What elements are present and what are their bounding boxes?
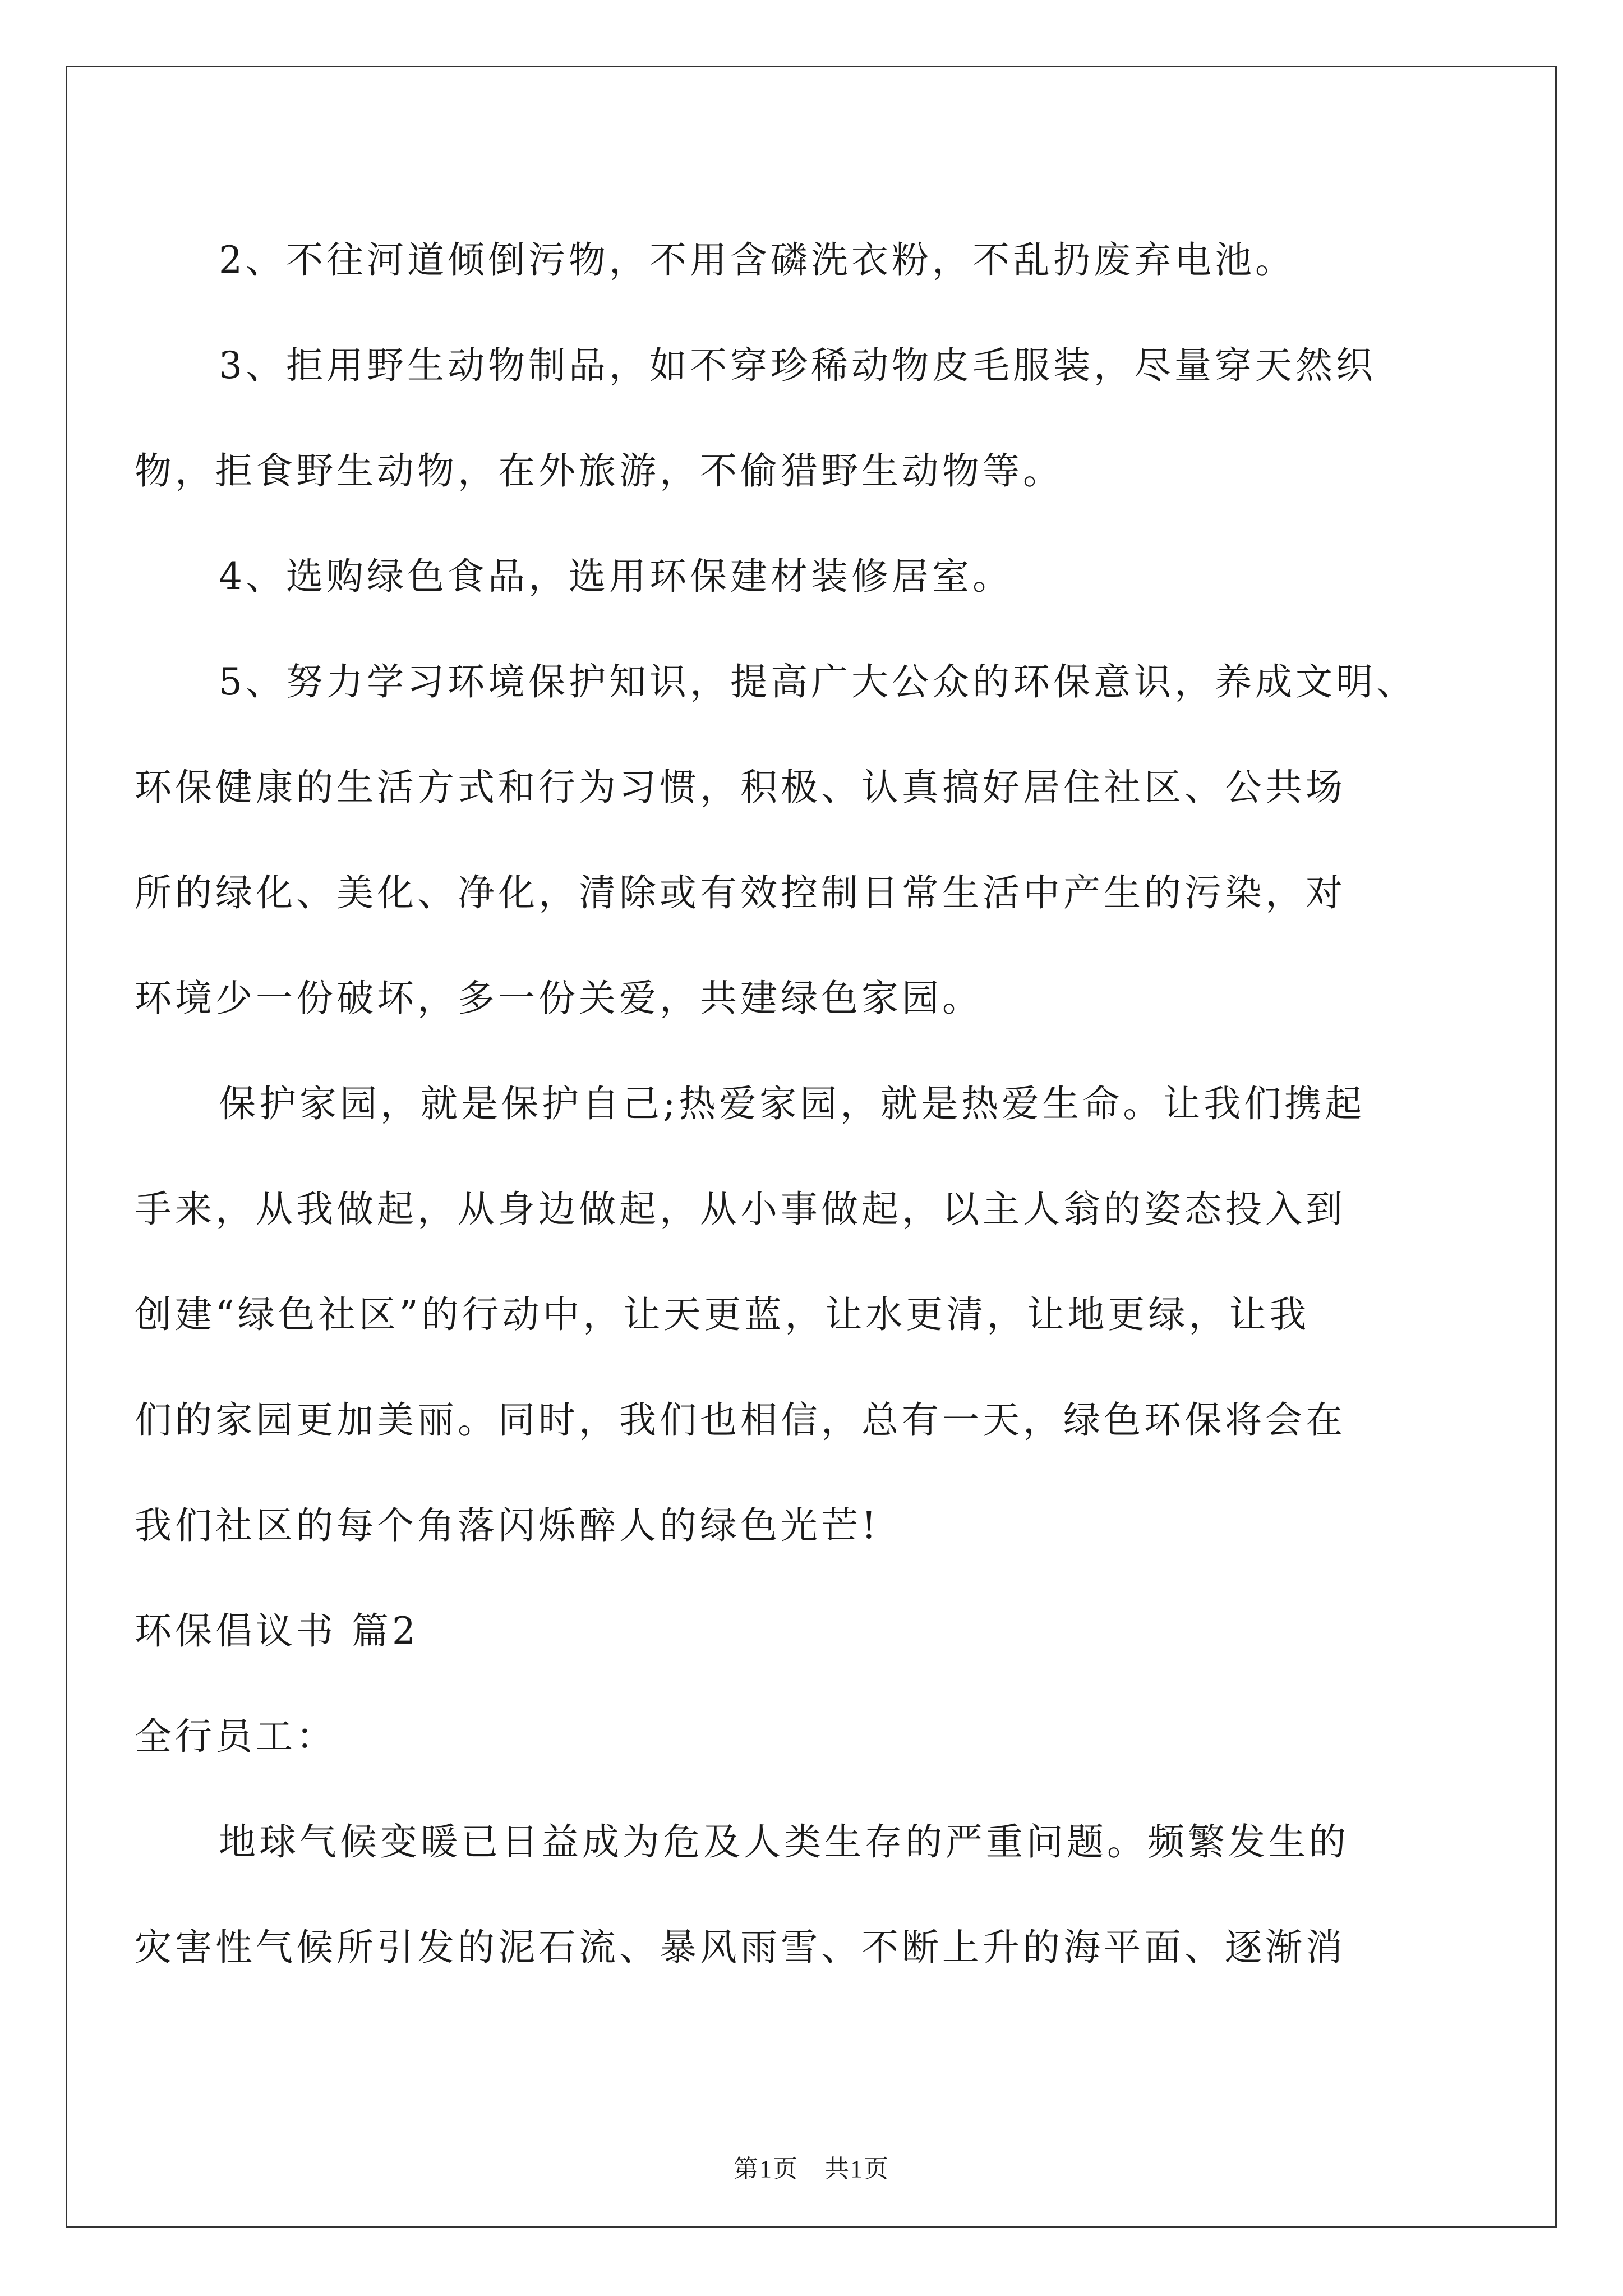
text-line: 保护家园，就是保护自己;热爱家园，就是热爱生命。让我们携起 xyxy=(219,1082,1366,1125)
text-line: 所的绿化、美化、净化，清除或有效控制日常生活中产生的污染，对 xyxy=(135,871,1346,914)
text-line: 3、拒用野生动物制品，如不穿珍稀动物皮毛服装，尽量穿天然织 xyxy=(219,344,1376,387)
text-line: 灾害性气候所引发的泥石流、暴风雨雪、不断上升的海平面、逐渐消 xyxy=(135,1926,1346,1969)
salutation: 全行员工： xyxy=(135,1715,336,1758)
page-number: 第1页 共1页 xyxy=(734,2155,889,2183)
text-line: 们的家园更加美丽。同时，我们也相信，总有一天，绿色环保将会在 xyxy=(135,1398,1346,1442)
text-line: 创建“绿色社区”的行动中，让天更蓝，让水更清，让地更绿，让我 xyxy=(135,1293,1310,1336)
page-footer xyxy=(0,2148,1623,2184)
section-heading: 环保倡议书 篇2 xyxy=(135,1609,419,1653)
text-line: 环境少一份破坏，多一份关爱，共建绿色家园。 xyxy=(135,977,983,1020)
document-body xyxy=(135,208,1475,2000)
text-line: 2、不往河道倾倒污物，不用含磷洗衣粉，不乱扔废弃电池。 xyxy=(219,238,1295,282)
text-line: 我们社区的每个角落闪烁醉人的绿色光芒! xyxy=(135,1504,880,1547)
text-line: 物，拒食野生动物，在外旅游，不偷猎野生动物等。 xyxy=(135,449,1063,493)
text-line: 地球气候变暖已日益成为危及人类生存的严重问题。频繁发生的 xyxy=(219,1820,1349,1864)
text-line: 手来，从我做起，从身边做起，从小事做起，以主人翁的姿态投入到 xyxy=(135,1188,1346,1231)
text-line: 4、选购绿色食品，选用环保建材装修居室。 xyxy=(219,555,1013,598)
text-line: 环保健康的生活方式和行为习惯，积极、认真搞好居住社区、公共场 xyxy=(135,766,1346,809)
text-line: 5、努力学习环境保护知识，提高广大公众的环保意识，养成文明、 xyxy=(219,660,1417,703)
